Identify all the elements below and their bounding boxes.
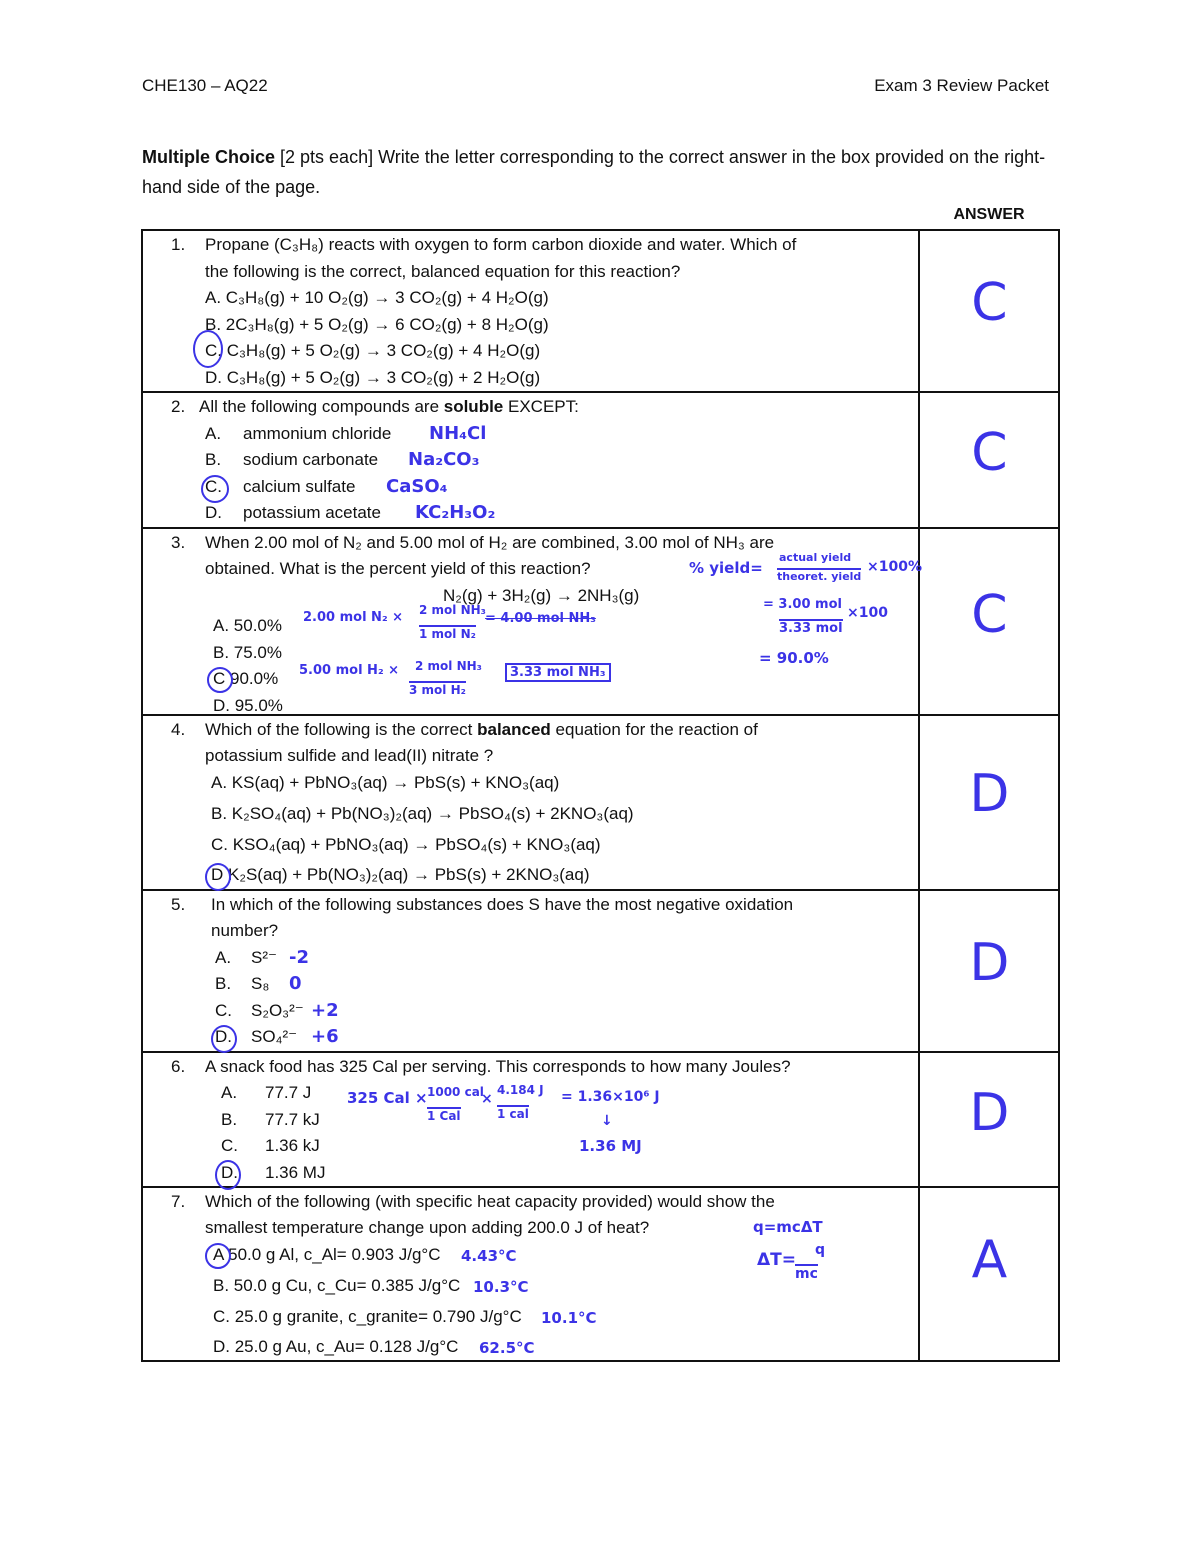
option-c: S₂O₃²⁻ (251, 1000, 304, 1020)
option-letter: D. (215, 1027, 232, 1046)
handwritten-note: 10.1°C (541, 1308, 597, 1327)
option-letter: B. (215, 974, 232, 993)
handwritten-answer: A (971, 1229, 1008, 1290)
question-cell (142, 230, 919, 392)
handwritten-note: 2 mol NH₃ (415, 658, 482, 673)
handwritten-note: = 1.36×10⁶ J (561, 1088, 660, 1105)
option-d: 1.36 MJ (265, 1162, 326, 1182)
handwritten-note: 1000 cal (427, 1084, 484, 1099)
handwritten-note: 5.00 mol H₂ × (299, 662, 400, 678)
question-number: 3. (171, 532, 186, 552)
question-row (142, 890, 1059, 1052)
option-c: C. KSO₄(aq) + PbNO₃(aq) → PbSO₄(s) + KNO₃(aq) (211, 834, 601, 854)
option-letter: B. (205, 450, 222, 469)
option-c: C. C₃H₈(g) + 5 O₂(g) → 3 CO₂(g) + 4 H₂O(g) (205, 341, 541, 360)
handwritten-note: +2 (311, 999, 339, 1021)
option-letter: D. (221, 1162, 238, 1182)
option-letter: D. (205, 503, 222, 522)
handwritten-answer: D (969, 1082, 1010, 1143)
question-number: 1. (171, 235, 186, 254)
handwritten-note: 0 (289, 973, 302, 994)
instructions-text: [2 pts each] Write the letter corresponding to the correct answer in the box provided on the right-hand side of the page. (142, 147, 1046, 197)
question-number: 7. (171, 1191, 186, 1211)
option-b: B. 2C₃H₈(g) + 5 O₂(g) → 6 CO₂(g) + 8 H₂O(g) (205, 314, 549, 334)
option-d: D K₂S(aq) + Pb(NO₃)₂(aq) → PbS(s) + 2KNO₃(aq) (211, 865, 590, 884)
question-row (142, 230, 1059, 392)
handwritten-note: 1 cal (497, 1106, 529, 1121)
document-title: Exam 3 Review Packet (874, 76, 1049, 95)
handwritten-note: 2 mol NH₃ (419, 602, 486, 617)
answer-box[interactable] (919, 1052, 1059, 1187)
handwritten-note: actual yield (779, 550, 852, 564)
option-c: 1.36 kJ (265, 1136, 320, 1155)
option-c: C. 25.0 g granite, c_granite= 0.790 J/g°C (213, 1306, 522, 1326)
option-b: B. 50.0 g Cu, c_Cu= 0.385 J/g°C (213, 1276, 461, 1295)
answer-box[interactable] (919, 1187, 1059, 1361)
option-d: SO₄²⁻ (251, 1027, 298, 1046)
answer-circle (211, 1025, 237, 1053)
question-number: 2. (171, 397, 186, 416)
question-text: Which of the following is the correct balanced equation for the reaction of (205, 719, 758, 739)
handwritten-note: 3.33 mol (779, 620, 843, 636)
handwritten-note: 1 mol N₂ (419, 626, 476, 641)
option-letter: A. (215, 947, 232, 967)
answer-box[interactable] (919, 715, 1059, 890)
option-b: B. K₂SO₄(aq) + Pb(NO₃)₂(aq) → PbSO₄(s) + 2KNO₃(aq) (211, 804, 634, 823)
question-row (142, 715, 1059, 890)
answer-column-label: ANSWER (953, 206, 1025, 223)
option-c: C 90.0% (213, 669, 279, 688)
handwritten-note: ×100 (847, 604, 888, 621)
question-number: 4. (171, 719, 186, 739)
answer-circle (193, 330, 223, 368)
instructions-heading: Multiple Choice (142, 147, 276, 167)
handwritten-note: 3.33 mol NH₃ (505, 663, 611, 682)
handwritten-note: mc (795, 1265, 818, 1282)
handwritten-answer: C (971, 584, 1008, 645)
option-a: 77.7 J (265, 1083, 312, 1102)
option-letter: B. (221, 1109, 238, 1129)
question-cell (142, 392, 919, 528)
handwritten-answer: C (971, 423, 1008, 483)
answer-circle (205, 1243, 231, 1269)
handwritten-note: CaSO₄ (386, 475, 448, 497)
question-text: potassium sulfide and lead(II) nitrate ? (205, 746, 494, 765)
handwritten-note: q (814, 1241, 826, 1258)
handwritten-note: 4.184 J (497, 1082, 544, 1097)
question-row (142, 528, 1059, 715)
question-text: A snack food has 325 Cal per serving. This corresponds to how many Joules? (205, 1056, 791, 1076)
handwritten-note: 3 mol H₂ (409, 682, 466, 697)
handwritten-note: ΔT= (757, 1249, 796, 1270)
question-cell (142, 715, 919, 890)
handwritten-note: +6 (311, 1026, 339, 1047)
option-b: sodium carbonate (243, 450, 379, 469)
answer-box[interactable] (919, 392, 1059, 528)
option-letter: A. (221, 1083, 238, 1102)
option-b: B. 75.0% (213, 642, 282, 662)
question-row (142, 1187, 1059, 1361)
question-cell (142, 1187, 919, 1361)
question-number: 6. (171, 1056, 186, 1076)
answer-circle (207, 667, 233, 693)
option-d: D. 95.0% (213, 695, 283, 715)
question-cell (142, 1052, 919, 1187)
handwritten-note: 1.36 MJ (579, 1136, 642, 1155)
question-text: When 2.00 mol of N₂ and 5.00 mol of H₂ are combined, 3.00 mol of NH₃ are (205, 532, 775, 552)
handwritten-note: = 4.00 mol NH₃ (485, 610, 596, 626)
handwritten-note: % yield= (689, 558, 763, 577)
handwritten-note: KC₂H₃O₂ (415, 502, 496, 523)
handwritten-note: 325 Cal × (347, 1088, 428, 1107)
answer-box[interactable] (919, 230, 1059, 392)
handwritten-note: q=mcΔT (753, 1217, 823, 1236)
answer-circle (201, 475, 229, 503)
handwritten-note: = 3.00 mol (763, 596, 842, 612)
question-cell (142, 528, 922, 715)
course-code: CHE130 – AQ22 (142, 76, 268, 95)
option-b: 77.7 kJ (265, 1109, 320, 1129)
handwritten-note: ×100% (867, 558, 922, 575)
question-text: Propane (C₃H₈) reacts with oxygen to form carbon dioxide and water. Which of (205, 235, 797, 254)
option-a: A. KS(aq) + PbNO₃(aq) → PbS(s) + KNO₃(aq) (211, 772, 560, 792)
question-cell (142, 890, 919, 1052)
option-d: D. 25.0 g Au, c_Au= 0.128 J/g°C (213, 1337, 459, 1356)
option-a: ammonium chloride (243, 423, 392, 443)
question-text: All the following compounds are soluble EXCEPT: (199, 397, 579, 416)
instructions (142, 142, 1067, 202)
handwritten-note: 62.5°C (479, 1339, 535, 1357)
handwritten-note: 10.3°C (473, 1278, 529, 1296)
answer-box[interactable] (919, 528, 1059, 715)
option-letter: C. (215, 1000, 232, 1020)
option-c: calcium sulfate (243, 476, 356, 496)
handwritten-note: NH₄Cl (429, 422, 487, 444)
option-d: potassium acetate (243, 503, 381, 522)
option-letter: A. (205, 423, 222, 443)
option-a: A. C₃H₈(g) + 10 O₂(g) → 3 CO₂(g) + 4 H₂O(g) (205, 288, 549, 307)
answer-circle (215, 1160, 241, 1190)
question-number: 5. (171, 894, 186, 914)
question-text: Which of the following (with specific heat capacity provided) would show the (205, 1191, 775, 1211)
option-d: D. C₃H₈(g) + 5 O₂(g) → 3 CO₂(g) + 2 H₂O(g) (205, 367, 541, 387)
handwritten-note: 2.00 mol N₂ × (303, 609, 404, 625)
option-a: S²⁻ (251, 947, 277, 967)
question-text: smallest temperature change upon adding 200.0 J of heat? (205, 1218, 650, 1237)
question-row (142, 1052, 1059, 1187)
answer-circle (205, 863, 231, 891)
option-a: A 50.0 g Al, c_Al= 0.903 J/g°C (213, 1244, 441, 1264)
question-text: number? (211, 921, 279, 940)
question-text: In which of the following substances does S have the most negative oxidation (211, 894, 794, 914)
handwritten-note: theoret. yield (777, 569, 862, 583)
option-b: S₈ (251, 974, 270, 993)
questions-table (141, 229, 1060, 1362)
question-text: obtained. What is the percent yield of this reaction? (205, 559, 591, 578)
option-a: A. 50.0% (213, 616, 282, 635)
handwritten-note: = 90.0% (759, 648, 829, 667)
handwritten-answer: D (969, 932, 1010, 993)
handwritten-note: ↓ (601, 1112, 613, 1129)
handwritten-note: -2 (289, 946, 309, 968)
option-letter: C. (221, 1136, 238, 1155)
option-letter: C. (205, 476, 222, 496)
reaction-equation: N₂(g) + 3H₂(g) → 2NH₃(g) (443, 585, 640, 605)
handwritten-note: × (481, 1090, 493, 1107)
handwritten-note: 4.43°C (461, 1246, 517, 1265)
handwritten-answer: C (971, 273, 1008, 333)
handwritten-answer: D (969, 763, 1010, 824)
handwritten-note: 1 Cal (427, 1108, 461, 1123)
answer-box[interactable] (919, 890, 1059, 1052)
question-text: the following is the correct, balanced equation for this reaction? (205, 261, 681, 281)
handwritten-note: Na₂CO₃ (408, 449, 480, 470)
question-row (142, 392, 1059, 528)
